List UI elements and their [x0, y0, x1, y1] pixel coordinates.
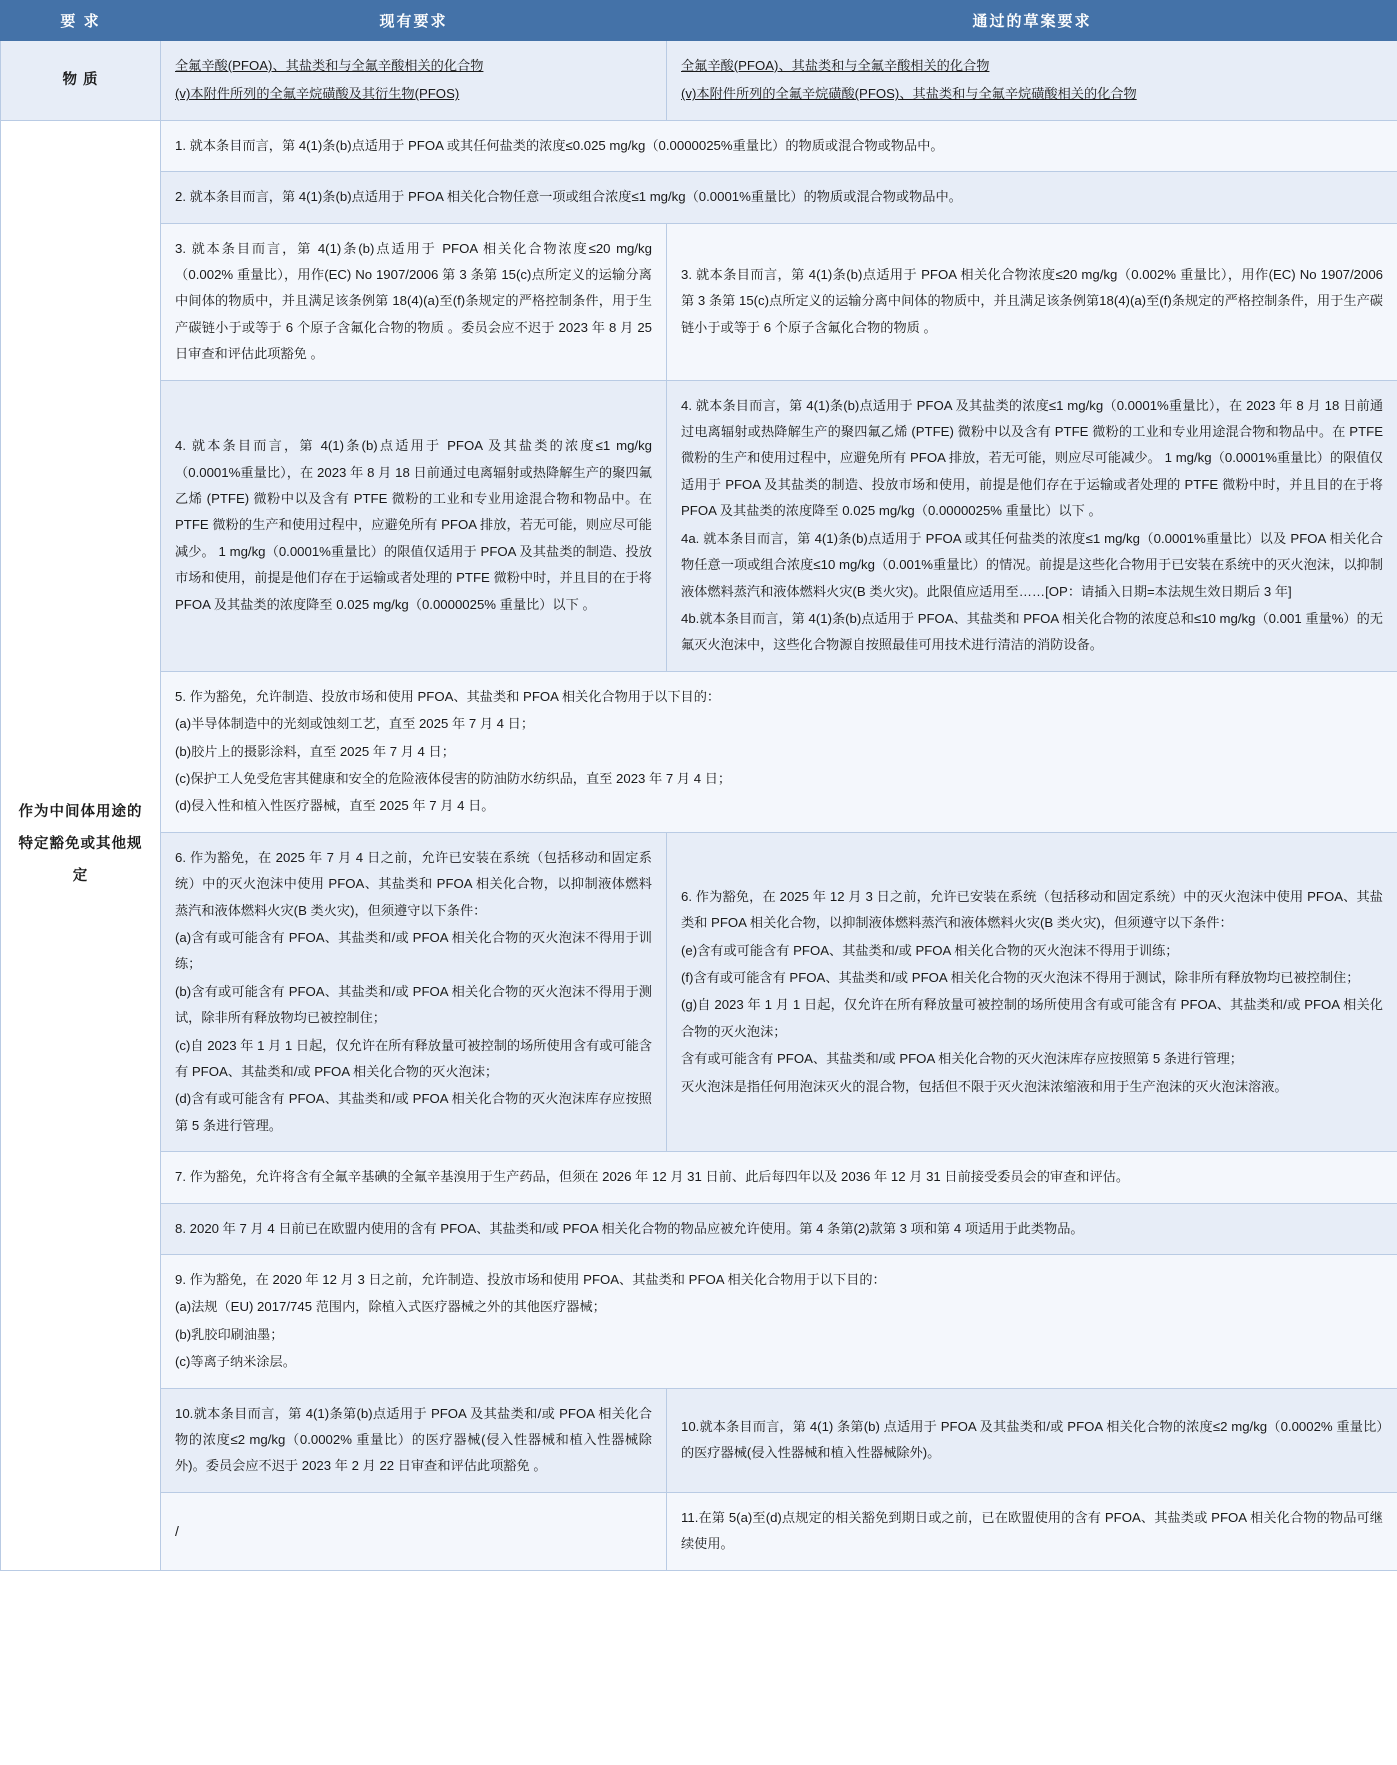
item-9-line-1: 9. 作为豁免，在 2020 年 12 月 3 日之前，允许制造、投放市场和使用 PFOA、其盐类和 PFOA 相关化合物用于以下目的：	[175, 1272, 886, 1288]
item-6-draft-line-2: (e)含有或可能含有 PFOA、其盐类和/或 PFOA 相关化合物的灭火泡沫不得用于训练；	[681, 942, 1179, 958]
item-11-draft-text: 11.在第 5(a)至(d)点规定的相关豁免到期日或之前，已在欧盟使用的含有 PFOA、其盐类或 PFOA 相关化合物的物品可继续使用。	[681, 1509, 1383, 1552]
table-row-item-2	[1, 172, 1397, 223]
substance-existing-underline-1: 全氟辛酸(PFOA)、其盐类和与全氟辛酸相关的化合物	[175, 58, 484, 73]
table-row-item-8	[1, 1203, 1397, 1254]
item-2-existing-cell: 2. 就本条目而言，第 4(1)条(b)点适用于 PFOA 相关化合物任意一项或组合浓度≤1 mg/kg（0.0001%重量比）的物质或混合物或物品中。	[161, 172, 1397, 223]
header-draft-requirement: 通过的草案要求	[667, 1, 1397, 41]
item-6-draft-line-5: 含有或可能含有 PFOA、其盐类和/或 PFOA 相关化合物的灭火泡沫库存应按照第 5 条进行管理；	[681, 1051, 1243, 1067]
row-label-specific-exemptions: 作为中间体用途的特定豁免或其他规定	[1, 120, 161, 1570]
item-8-existing-cell: 8. 2020 年 7 月 4 日前已在欧盟内使用的含有 PFOA、其盐类和/或 PFOA 相关化合物的物品应被允许使用。第 4 条第(2)款第 3 项和第 4 项适用于此类物品。	[161, 1203, 1397, 1254]
item-3-draft-cell	[667, 223, 1397, 380]
item-6-draft-line-3: (f)含有或可能含有 PFOA、其盐类和/或 PFOA 相关化合物的灭火泡沫不得用于测试，除非所有释放物均已被控制住；	[681, 970, 1360, 986]
table-row-item-11	[1, 1492, 1397, 1570]
table-row-substance	[1, 41, 1397, 121]
item-10-existing-cell	[161, 1388, 667, 1492]
substance-existing-cell	[161, 41, 667, 121]
item-9-line-3: (b)乳胶印刷油墨；	[175, 1326, 284, 1342]
substance-draft-cell	[667, 41, 1397, 121]
table-row-item-10	[1, 1388, 1397, 1492]
item-6-existing-line-3: (b)含有或可能含有 PFOA、其盐类和/或 PFOA 相关化合物的灭火泡沫不得用于测试，除非所有释放物均已被控制住；	[175, 983, 652, 1026]
item-4b-draft-text: 4b.就本条目而言，第 4(1)条(b)点适用于 PFOA、其盐类和 PFOA 相关化合物的浓度总和≤10 mg/kg（0.001 重量%）的无氟灭火泡沫中，这些化合物源自按照最佳可用技术进行清洁的消防设备。	[681, 610, 1383, 653]
item-5-line-4: (c)保护工人免受危害其健康和安全的危险液体侵害的防油防水纺织品，直至 2023 年 7 月 4 日；	[175, 770, 732, 786]
item-6-existing-cell	[161, 832, 667, 1151]
substance-existing-line-2	[175, 81, 652, 107]
row-label-substance: 物 质	[1, 41, 161, 121]
item-5-line-5: (d)侵入性和植入性医疗器械，直至 2025 年 7 月 4 日。	[175, 798, 495, 814]
item-6-existing-line-1: 6. 作为豁免，在 2025 年 7 月 4 日之前，允许已安装在系统（包括移动和固定系统）中的灭火泡沫中使用 PFOA、其盐类和 PFOA 相关化合物，以抑制液体燃料蒸汽和液体燃料火灾(B 类火灾)，但须遵守以下条件：	[175, 849, 652, 918]
item-7-existing-cell: 7. 作为豁免，允许将含有全氟辛基碘的全氟辛基溴用于生产药品，但须在 2026 年 12 月 31 日前、此后每四年以及 2036 年 12 月 31 日前接受委员会的审查和评估。	[161, 1152, 1397, 1203]
item-6-existing-line-2: (a)含有或可能含有 PFOA、其盐类和/或 PFOA 相关化合物的灭火泡沫不得用于训练；	[175, 929, 652, 972]
item-5-line-2: (a)半导体制造中的光刻或蚀刻工艺，直至 2025 年 7 月 4 日；	[175, 716, 535, 732]
item-9-existing-cell	[161, 1255, 1397, 1389]
table-header-row	[1, 1, 1397, 41]
table-row-item-7	[1, 1152, 1397, 1203]
item-6-draft-line-4: (g)自 2023 年 1 月 1 日起，仅允许在所有释放量可被控制的场所使用含有或可能含有 PFOA、其盐类和/或 PFOA 相关化合物的灭火泡沫；	[681, 997, 1383, 1039]
item-5-line-1: 5. 作为豁免，允许制造、投放市场和使用 PFOA、其盐类和 PFOA 相关化合物用于以下目的：	[175, 688, 721, 704]
item-5-line-3: (b)胶片上的摄影涂料，直至 2025 年 7 月 4 日；	[175, 743, 455, 759]
item-3-existing-cell	[161, 223, 667, 380]
table-row-item-1	[1, 120, 1397, 171]
item-10-draft-cell	[667, 1388, 1397, 1492]
substance-draft-line-1	[681, 53, 1383, 79]
item-4-draft-text: 4. 就本条目而言，第 4(1)条(b)点适用于 PFOA 及其盐类的浓度≤1 mg/kg（0.0001%重量比），在 2023 年 8 月 18 日前通过电离辐射或热降解生产的聚四氟乙烯 (PTFE) 微粉中以及含有 PTFE 微粉的工业和专业用途混合物和物品中。在 PTFE 微粉的生产和使用过程中，应避免所有 PFOA 排放，若无可能，则应尽可能减少。 1 mg/kg（0.0001%重量比）的限值仅适用于 PFOA 及其盐类的制造、投放市场和使用，前提是他们存在于运输或者处理的 PTFE 微粉中时，并且目的在于将 PFOA 及其盐类的浓度降至 0.025 mg/kg（0.0000025% 重量比）以下 。	[681, 397, 1383, 519]
item-6-draft-line-6: 灭火泡沫是指任何用泡沫灭火的混合物，包括但不限于灭火泡沫浓缩液和用于生产泡沫的灭火泡沫溶液。	[681, 1078, 1288, 1094]
item-6-existing-line-4: (c)自 2023 年 1 月 1 日起，仅允许在所有释放量可被控制的场所使用含有或可能含有 PFOA、其盐类和/或 PFOA 相关化合物的灭火泡沫；	[175, 1037, 652, 1079]
item-9-line-2: (a)法规（EU) 2017/745 范围内，除植入式医疗器械之外的其他医疗器械；	[175, 1299, 606, 1315]
table-row-item-3	[1, 223, 1397, 380]
item-3-existing-text: 3. 就本条目而言，第 4(1)条(b)点适用于 PFOA 相关化合物浓度≤20 mg/kg（0.002% 重量比），用作(EC) No 1907/2006 第 3 条第 15(c)点所定义的运输分离中间体的物质中，并且满足该条例第 18(4)(a)至(f)条规定的严格控制条件，用于生产碳链小于或等于 6 个原子含氟化合物的物质 。委员会应不迟于 2023 年 8 月 25 日审查和评估此项豁免 。	[175, 240, 652, 362]
substance-existing-underline-2: (v)本附件所列的全氟辛烷磺酸及其衍生物(PFOS)	[175, 86, 460, 102]
item-4-draft-cell	[667, 380, 1397, 671]
item-10-existing-text: 10.就本条目而言，第 4(1)条第(b)点适用于 PFOA 及其盐类和/或 PFOA 相关化合物的浓度≤2 mg/kg（0.0002% 重量比）的医疗器械(侵入性器械和植入性器械除外)。委员会应不迟于 2023 年 2 月 22 日审查和评估此项豁免 。	[175, 1405, 652, 1474]
item-11-draft-cell	[667, 1492, 1397, 1570]
table-row-item-5	[1, 671, 1397, 832]
item-3-draft-text: 3. 就本条目而言，第 4(1)条(b)点适用于 PFOA 相关化合物浓度≤20 mg/kg（0.002% 重量比），用作(EC) No 1907/2006 第 3 条第 15(c)点所定义的运输分离中间体的物质中，并且满足该条例第18(4)(a)至(f)条规定的严格控制条件，用于生产碳链小于或等于 6 个原子含氟化合物的物质 。	[681, 267, 1383, 335]
item-6-draft-cell	[667, 832, 1397, 1151]
header-requirement: 要 求	[1, 1, 161, 41]
substance-draft-line-2	[681, 81, 1383, 107]
item-4-existing-text: 4. 就本条目而言，第 4(1)条(b)点适用于 PFOA 及其盐类的浓度≤1 mg/kg（0.0001%重量比），在 2023 年 8 月 18 日前通过电离辐射或热降解生产的聚四氟乙烯 (PTFE) 微粉中以及含有 PTFE 微粉的工业和专业用途混合物和物品中。在 PTFE 微粉的生产和使用过程中，应避免所有 PFOA 排放，若无可能，则应尽可能减少。 1 mg/kg（0.0001%重量比）的限值仅适用于 PFOA 及其盐类的制造、投放市场和使用，前提是他们存在于运输或者处理的 PTFE 微粉中时，并且目的在于将 PFOA 及其盐类的浓度降至 0.025 mg/kg（0.0000025% 重量比）以下 。	[175, 438, 652, 612]
item-10-draft-text: 10.就本条目而言，第 4(1) 条第(b) 点适用于 PFOA 及其盐类和/或 PFOA 相关化合物的浓度≤2 mg/kg（0.0002% 重量比）的医疗器械(侵入性器械和植入性器械除外)。	[681, 1418, 1383, 1461]
table-row-item-9	[1, 1255, 1397, 1389]
substance-draft-underline-1: 全氟辛酸(PFOA)、其盐类和与全氟辛酸相关的化合物	[681, 58, 990, 73]
item-5-existing-cell	[161, 671, 1397, 832]
substance-draft-underline-2: (v)本附件所列的全氟辛烷磺酸(PFOS)、其盐类和与全氟辛烷磺酸相关的化合物	[681, 86, 1137, 102]
substance-existing-line-1	[175, 53, 652, 79]
item-1-existing-cell: 1. 就本条目而言，第 4(1)条(b)点适用于 PFOA 或其任何盐类的浓度≤0.025 mg/kg（0.0000025%重量比）的物质或混合物或物品中。	[161, 120, 1397, 171]
item-4-existing-cell	[161, 380, 667, 671]
item-9-line-4: (c)等离子纳米涂层。	[175, 1354, 296, 1370]
header-existing-requirement: 现有要求	[161, 1, 667, 41]
item-4a-draft-text: 4a. 就本条目而言，第 4(1)条(b)点适用于 PFOA 或其任何盐类的浓度≤1 mg/kg（0.0001%重量比）以及 PFOA 相关化合物任意一项或组合浓度≤10 mg/kg（0.001%重量比）的情况。前提是这些化合物用于已安装在系统中的灭火泡沫，以抑制液体燃料蒸汽和液体燃料火灾(B 类火灾)。此限值应适用至……[OP：请插入日期=本法规生效日期后 3 年]	[681, 530, 1383, 599]
item-6-draft-line-1: 6. 作为豁免，在 2025 年 12 月 3 日之前，允许已安装在系统（包括移动和固定系统）中的灭火泡沫中使用 PFOA、其盐类和 PFOA 相关化合物，以抑制液体燃料蒸汽和液体燃料火灾(B 类火灾)，但须遵守以下条件：	[681, 888, 1383, 931]
table-row-item-4	[1, 380, 1397, 671]
item-11-existing-cell: /	[161, 1492, 667, 1570]
item-6-existing-line-5: (d)含有或可能含有 PFOA、其盐类和/或 PFOA 相关化合物的灭火泡沫库存应按照第 5 条进行管理。	[175, 1091, 652, 1133]
table-row-item-6	[1, 832, 1397, 1151]
